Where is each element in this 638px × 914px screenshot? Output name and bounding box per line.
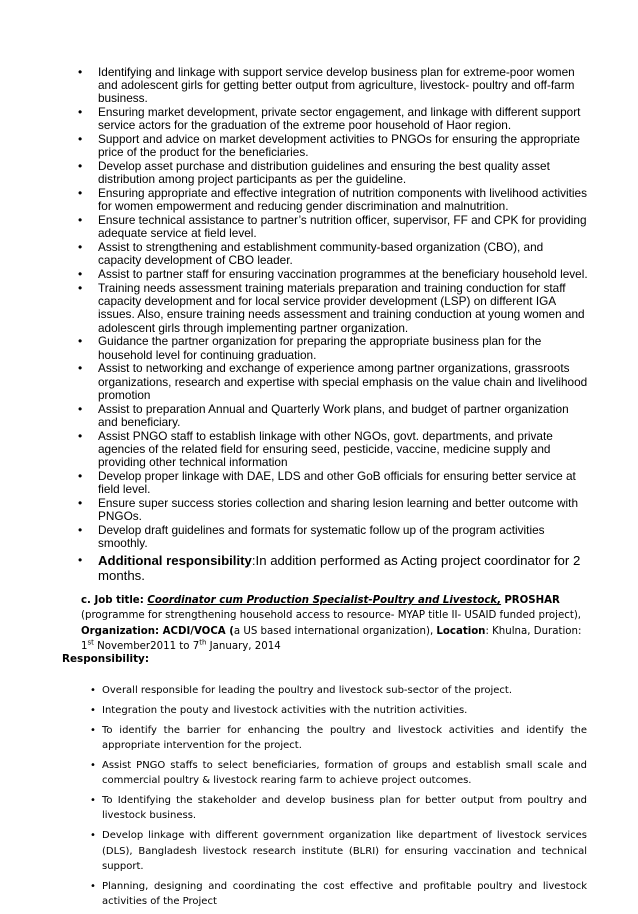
list-item: • Develop proper linkage with DAE, LDS and other GoB officials for ensuring better service at field level. [78, 470, 588, 496]
responsibility-heading: Responsibility: [62, 653, 149, 665]
additional-responsibility-label: Additional responsibility [98, 553, 252, 569]
job-title: Coordinator cum Production Specialist-Poultry and Livestock, [147, 595, 502, 606]
responsibility-list-2 [90, 683, 587, 914]
list-item: • Assist to preparation Annual and Quarterly Work plans, and budget of partner organization and beneficiary. [78, 403, 588, 429]
list-item: • Assist to partner staff for ensuring vaccination programmes at the beneficiary household level. [78, 268, 588, 281]
list-item: • Assist to networking and exchange of experience among partner organizations, grassroots organizations, research and expertise with special emphasis on the value chain and livelihood promotion [78, 362, 588, 402]
list-item: • To identify the barrier for enhancing the poultry and livestock activities and identify the appropriate intervention for the project. [90, 723, 587, 754]
date-end: January, 2014 [206, 640, 281, 652]
date-sup-1: st [87, 638, 94, 647]
job-program: (programme for strengthening household access to resource- MYAP title II- USAID funded project), [81, 610, 582, 622]
list-item: • Ensuring appropriate and effective integration of nutrition components with livelihood activities for women empowerment and reducing gender discrimination and malnutrition. [78, 187, 588, 213]
job-org-name: PROSHAR [504, 595, 560, 606]
list-item: • Integration the pouty and livestock activities with the nutrition activities. [90, 703, 587, 718]
list-item: • Overall responsible for leading the poultry and livestock sub-sector of the project. [90, 683, 587, 698]
list-item: • Assist to strengthening and establishment community-based organization (CBO), and capacity development of CBO leader. [78, 241, 588, 267]
list-item: • Ensuring market development, private sector engagement, and linkage with different support service actors for the graduation of the extreme poor household of Haor region. [78, 106, 588, 132]
date-sup-2: th [199, 638, 207, 647]
additional-responsibility-item [78, 553, 588, 583]
list-item: • Develop asset purchase and distribution guidelines and ensuring the best quality asset distribution among project participants as per the guideline. [78, 160, 588, 186]
list-item: • Assist PNGO staffs to select beneficiaries, formation of groups and establish small scale and commercial poultry & livestock rearing farm to achieve project outcomes. [90, 758, 587, 789]
job-prefix: c. Job title: [81, 595, 148, 606]
list-item: • Planning, designing and coordinating the cost effective and profitable poultry and livestock activities of the Project [90, 879, 587, 910]
list-item: • Ensure technical assistance to partner’s nutrition officer, supervisor, FF and CPK for providing adequate service at field level. [78, 214, 588, 240]
list-item: • Ensure super success stories collection and sharing lesion learning and better outcome with PNGOs. [78, 497, 588, 523]
additional-responsibility-text: :In addition performed as Acting project coordinator for 2 months. [98, 553, 581, 584]
organization-label: Organization: ACDI/VOCA ( [81, 625, 234, 637]
list-item: • Develop linkage with different government organization like department of livestock services (DLS), Bangladesh livestock research institute (BLRI) for ensuring vaccination and technical support. [90, 828, 587, 874]
list-item: • Support and advice on market development activities to PNGOs for ensuring the appropriate price of the product for the beneficiaries. [78, 133, 588, 159]
responsibility-list-1 [78, 66, 588, 584]
date-mid: November2011 to 7 [93, 640, 200, 652]
job-entry [81, 593, 591, 654]
location-label: Location [436, 625, 486, 637]
list-item: • Develop draft guidelines and formats for systematic follow up of the program activities smoothly. [78, 524, 588, 550]
list-item: • Training needs assessment training materials preparation and training conduction for staff capacity development and for local service provider development (LSP) on different IGA issues. Also, ensure training needs assessment and training conduction at young women and adolescent girls through implementing partner organization. [78, 282, 588, 335]
location-text: : Khulna, Duration: 1 [81, 625, 582, 652]
list-item: • Identifying and linkage with support service develop business plan for extreme-poor women and adolescent girls for getting better output from agriculture, livestock- poultry and off-farm business. [78, 66, 588, 106]
organization-desc: a US based international organization), [233, 625, 437, 637]
list-item: • Guidance the partner organization for preparing the appropriate business plan for the household level for continuing graduation. [78, 335, 588, 361]
list-item: • Assist PNGO staff to establish linkage with other NGOs, govt. departments, and private agencies of the related field for ensuring seed, pesticide, vaccine, medicine supply and providing other technical information [78, 430, 588, 470]
list-item: • To Identifying the stakeholder and develop business plan for better output from poultry and livestock business. [90, 793, 587, 824]
